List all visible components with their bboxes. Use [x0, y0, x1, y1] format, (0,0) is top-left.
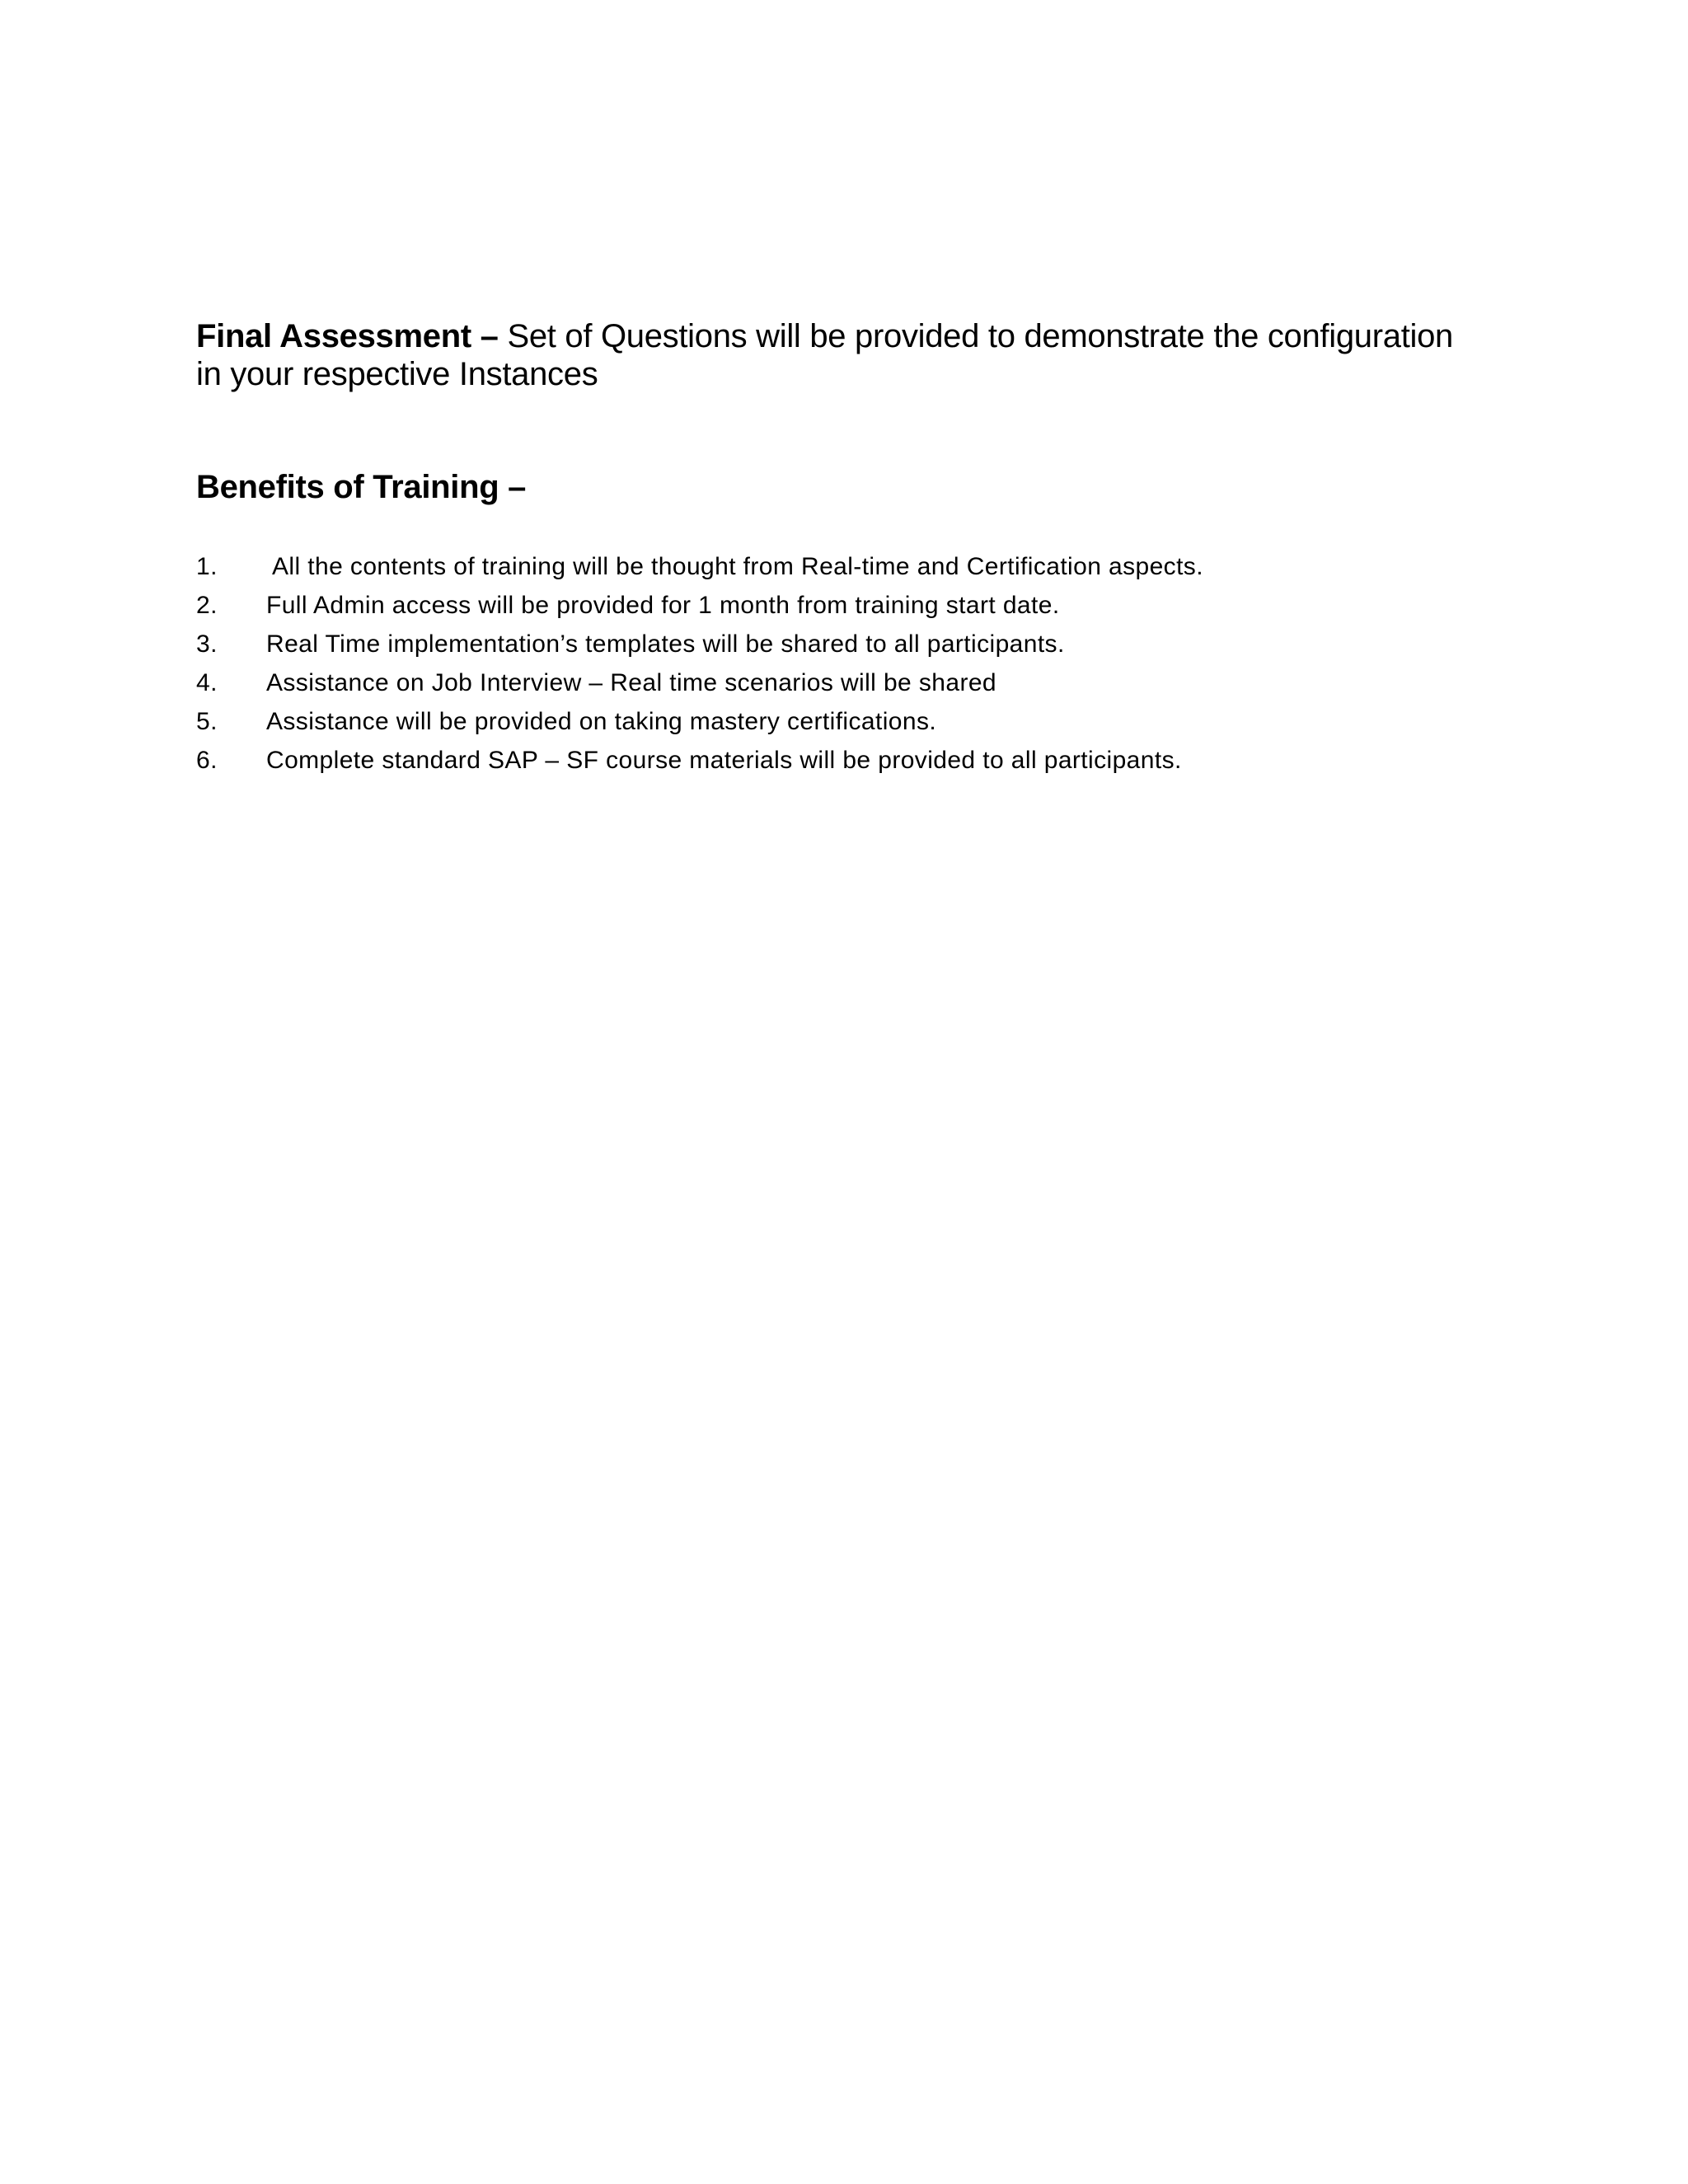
final-assessment-text: Set of Questions will be provided to demonstrate the configuration in your respective Instances: [196, 318, 1453, 392]
list-item-text: Full Admin access will be provided for 1 month from training start date.: [266, 592, 1060, 619]
benefits-heading: Benefits of Training –: [196, 469, 527, 505]
final-assessment-paragraph: [196, 317, 1482, 393]
list-item: [196, 547, 1203, 586]
list-item-text: All the contents of training will be thought from Real-time and Certification aspects.: [272, 553, 1203, 580]
list-item: [196, 625, 1203, 663]
list-item: [196, 702, 1203, 741]
list-item-number: 1.: [196, 553, 218, 580]
list-item-text: Real Time implementation’s templates will be shared to all participants.: [266, 630, 1065, 658]
list-item: [196, 586, 1203, 625]
benefits-list: [196, 547, 1203, 780]
list-item-number: 3.: [196, 630, 218, 658]
list-item-number: 6.: [196, 747, 218, 774]
list-item-text: Assistance on Job Interview – Real time scenarios will be shared: [266, 669, 997, 696]
list-item-text: Assistance will be provided on taking mastery certifications.: [266, 708, 937, 735]
final-assessment-label: Final Assessment –: [196, 318, 499, 354]
list-item-text: Complete standard SAP – SF course materials will be provided to all participants.: [266, 747, 1182, 774]
list-item-number: 4.: [196, 669, 218, 696]
list-item: [196, 741, 1203, 780]
list-item-number: 2.: [196, 592, 218, 619]
list-item-number: 5.: [196, 708, 218, 735]
list-item: [196, 663, 1203, 702]
